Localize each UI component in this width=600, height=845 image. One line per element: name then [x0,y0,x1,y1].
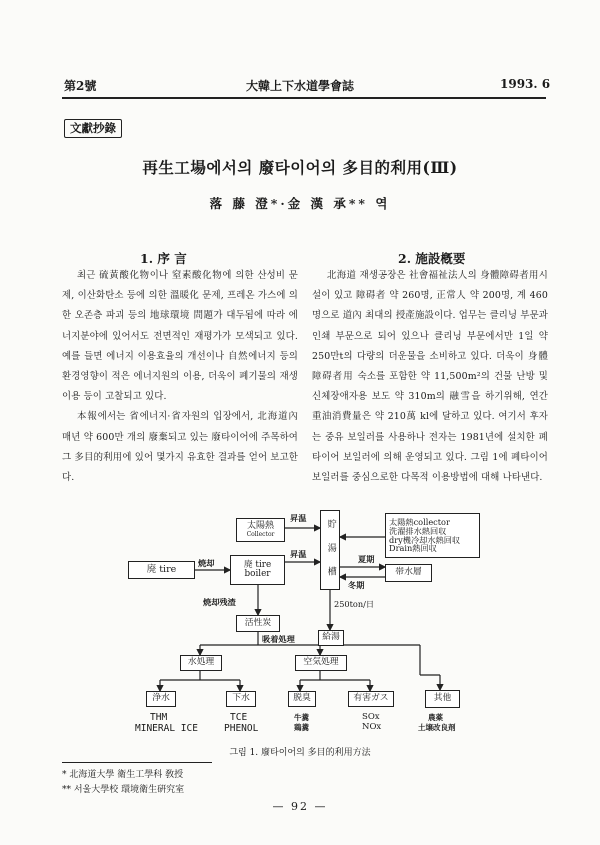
sewage-box: 下水 [226,691,256,707]
heat-up-label-2: 昇温 [290,549,307,559]
waste-tire-box: 廃 tire [128,561,195,579]
authors: 落 藤 澄*·金 漢 承** 역 [209,196,391,211]
header-journal: 大韓上下水道學會誌 [245,79,354,93]
figure-1-diagram [0,505,600,740]
heat-up-label: 昇温 [290,513,307,523]
footnote-rule [62,762,212,763]
header-date: 1993. 6 [500,77,551,91]
section-1-heading: 1. 序 言 [140,251,187,266]
section-2-body [312,266,548,488]
ash-label: 焼却残渣 [203,597,236,607]
burn-label: 焼却 [198,558,215,568]
header-rule [62,97,546,99]
sox-label: SOx [362,712,380,722]
flow-rate-label: 250ton/日 [334,599,375,609]
adsorption-label: 吸着処理 [262,634,295,644]
paragraph: 北海道 재생공장은 社會福祉法人의 身體障碍者用시설이 있고 障碍者 약 260명, 正常人 약 200명, 계 460명으로 道內 최대의 授產施設이다. 업무는 클리닝 부문과 인쇄 부문으로 되어 있으나 클리닝 부문에서만 1일 약 250만t의 다량의 더운물을 소비하고 있다. 더욱이 身體障碍者用 숙소를 포함한 약 11,500m²의 건물 난방 및 신체장애자용 보도 약 310m의 融雪을 하기위해, 연간 重油消費量은 약 210萬 kl에 달하고 있다. 여기서 후자는 중유 보일러를 사용하나 전자는 1981년에 설치한 폐타이어 보일러에 의해 운영되고 있다. 그림 1에 폐타이어 보일러를 중심으로한 다목적 이용방법에 대해 나타낸다. [312,270,548,484]
phenol-label: PHENOL [224,723,259,734]
page-number: — 92 — [272,800,328,813]
paragraph: 本報에서는 省에너지·省자원의 입장에서, 北海道內 매년 약 600만 개의 廢棄되고 있는 廢타이어에 주목하여 그 多目的利用에 있어 몇가지 유효한 결과를 얻어 보고한다. [62,411,298,484]
air-treatment-box: 空気処理 [295,655,347,671]
section-tag: 文獻抄錄 [64,119,122,138]
solar-label: 太陽熱 [246,521,274,532]
figure-caption: 그림 1. 廢타이어의 多目的利用方法 [229,748,371,758]
recovery-item: dry機冷却水熱回収 [389,534,461,545]
summer-label: 夏期 [358,554,375,564]
tire-boiler-label: 廃 tire boiler [243,559,272,579]
tire-boiler-box [230,555,285,585]
solar-collector-box [236,518,285,542]
section-1-body [62,266,298,488]
footnote-1: * 北海道大學 衛生工學科 敎授 [62,770,184,780]
toxic-gas-box: 有害ガス [348,691,394,707]
soil-improver-label: 土壌改良剤 [418,723,456,732]
aquifer-box: 帯水層 [385,564,432,582]
header-issue: 第2號 [64,79,97,93]
winter-label: 冬期 [348,580,365,590]
pesticide-label: 農薬 [428,713,443,722]
recovery-item: 洗濯排水熱回収 [389,525,447,536]
recovery-item: 太陽熱collector [389,517,450,528]
heat-recovery-box [385,513,480,558]
page-title: 再生工場에서의 廢타이어의 多目的利用(Ⅲ) [142,158,458,177]
thm-label: THM [150,712,168,723]
hot-water-box: 給湯 [318,630,344,646]
tce-label: TCE [230,712,248,723]
mineral-ice-label: MINERAL ICE [135,723,198,734]
water-treatment-box: 水処理 [180,655,222,671]
recovery-item: Drain熱回収 [389,543,437,554]
solar-sub-label: Collector [246,530,275,538]
storage-tank-box: 貯 湯 槽 [320,510,340,590]
chicken-label: 鶏糞 [294,723,309,732]
deodor-box: 脱臭 [288,691,316,707]
activated-carbon-box: 活性炭 [236,615,280,632]
paragraph: 최근 硫黃酸化物이나 窒素酸化物에 의한 산성비 문제, 이산화탄소 등에 의한 溫暖化 문제, 프레온 가스에 의한 오존층 파괴 등의 地球環境 問題가 대두됨에 따라 에너지분야에 있어서도 전면적인 재평가가 모색되고 있다. 예를 들면 에너지 이용효율의 개선이나 自然에너지 등의 환경영향이 적은 에너지원의 이용, 더욱이 폐기물의 재생이용 등이 고찰되고 있다. [62,270,298,403]
clean-water-box: 浄水 [146,691,176,707]
nox-label: NOx [362,722,382,732]
other-box: 其他 [425,690,460,708]
footnote-2: ** 서울大學校 環境衛生硏究室 [62,785,185,795]
milk-label: 牛糞 [294,713,309,722]
section-2-heading: 2. 施設槪要 [398,251,466,266]
